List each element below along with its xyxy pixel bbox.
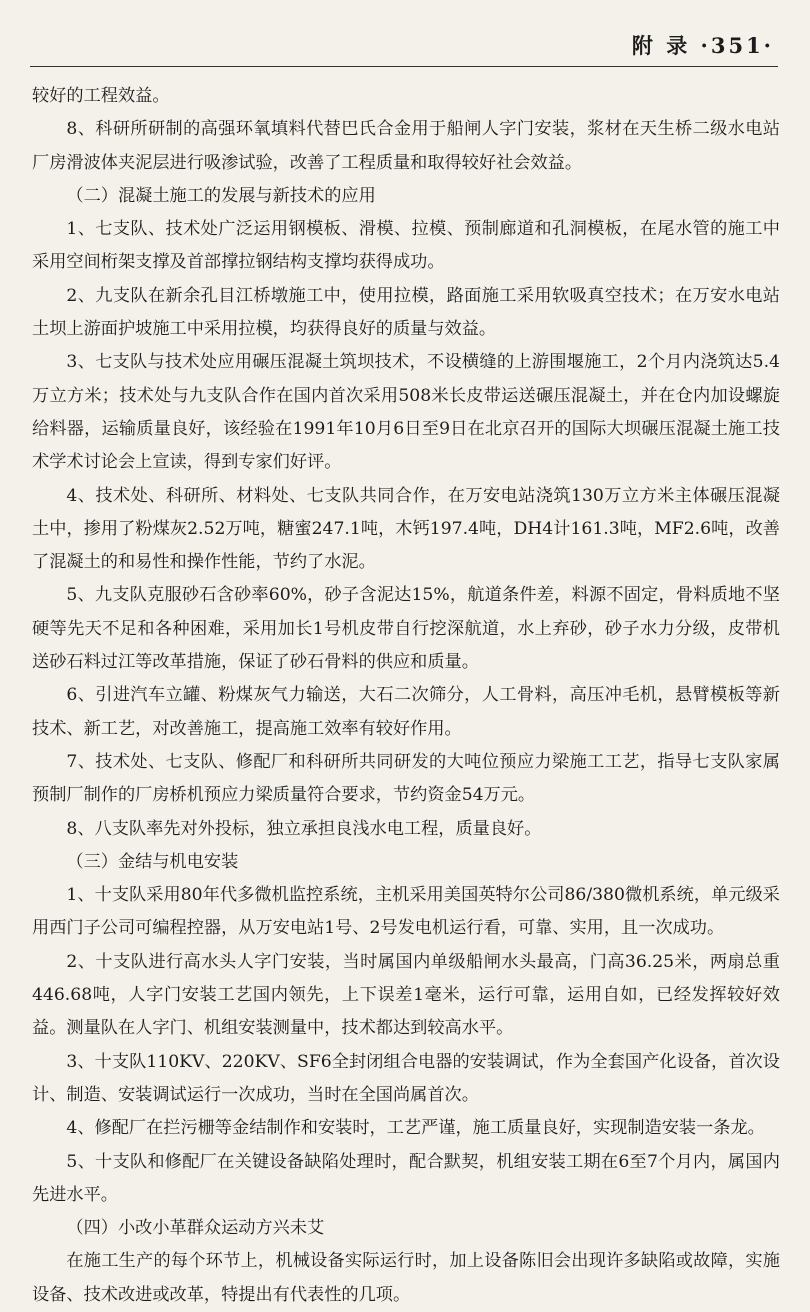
paragraph-item: 2、十支队进行高水头人字门安装，当时属国内单级船闸水头最高，门高36.25米，两扇总重446.68吨，人字门安装工艺国内领先，上下误差1毫米，运行可靠，运用自如，已经发挥较好效益。测量队在人字门、机组安装测量中，技术都达到较高水平。 bbox=[32, 951, 780, 1039]
page-header-label: 附 录 ·351· bbox=[631, 33, 774, 58]
section-heading: （三）金结与机电安装 bbox=[66, 851, 239, 872]
paragraph-item: 8、八支队率先对外投标，独立承担良浅水电工程，质量良好。 bbox=[66, 818, 542, 839]
paragraph-item: 5、九支队克服砂石含砂率60%，砂子含泥达15%，航道条件差，料源不固定，骨料质地不坚硬等先天不足和各种困难，采用加长1号机皮带自行挖深航道，水上弃砂，砂子水力分级，皮带机送砂石料过江等改革措施，保证了砂石骨料的供应和质量。 bbox=[32, 585, 780, 673]
paragraph-item: 7、技术处、七支队、修配厂和科研所共同研发的大吨位预应力梁施工工艺，指导七支队家属预制厂制作的厂房桥机预应力梁质量符合要求，节约资金54万元。 bbox=[32, 751, 780, 806]
paragraph-item: 1、七支队、技术处广泛运用钢模板、滑模、拉模、预制廊道和孔洞模板，在尾水管的施工中采用空间桁架支撑及首部撑拉钢结构支撑均获得成功。 bbox=[32, 219, 780, 273]
paragraph-item: 6、引进汽车立罐、粉煤灰气力输送，大石二次筛分，人工骨料，高压冲毛机，悬臂模板等新技术、新工艺，对改善施工，提高施工效率有较好作用。 bbox=[32, 685, 780, 739]
page-header bbox=[30, 26, 778, 67]
section-heading: （四）小改小革群众运动方兴未艾 bbox=[66, 1218, 325, 1239]
paragraph-item: 4、修配厂在拦污栅等金结制作和安装时，工艺严谨，施工质量良好，实现制造安装一条龙。 bbox=[66, 1118, 765, 1139]
paragraph-item: 5、十支队和修配厂在关键设备缺陷处理时，配合默契，机组安装工期在6至7个月内，属国内先进水平。 bbox=[32, 1151, 780, 1205]
paragraph-continuation: 较好的工程效益。 bbox=[32, 86, 170, 106]
section-heading: （二）混凝土施工的发展与新技术的应用 bbox=[66, 185, 376, 206]
paragraph-item: 1、十支队采用80年代多微机监控系统，主机采用美国英特尔公司86/380微机系统，单元级采用西门子公司可编程控器，从万安电站1号、2号发电机运行看，可靠、实用，且一次成功。 bbox=[32, 885, 780, 939]
paragraph-item: 8、科研所研制的高强环氧填料代替巴氏合金用于船闸人字门安装，浆材在天生桥二级水电站厂房滑波体夹泥层进行吸渗试验，改善了工程质量和取得较好社会效益。 bbox=[32, 119, 780, 173]
paragraph-item: 4、技术处、科研所、材料处、七支队共同合作，在万安电站浇筑130万立方米主体碾压混凝土中，掺用了粉煤灰2.52万吨，糖蜜247.1吨，木钙197.4吨，DH4计161.3吨，MF2.6吨，改善了混凝土的和易性和操作性能，节约了水泥。 bbox=[32, 485, 780, 573]
paragraph-item: 3、七支队与技术处应用碾压混凝土筑坝技术，不设横缝的上游围堰施工，2个月内浇筑达5.4万立方米；技术处与九支队合作在国内首次采用508米长皮带运送碾压混凝土，并在仓内加设螺旋给料器，运输质量良好，该经验在1991年10月6日至9日在北京召开的国际大坝碾压混凝土施工技术学术讨论会上宣读，得到专家们好评。 bbox=[32, 352, 780, 473]
paragraph-item: 3、十支队110KV、220KV、SF6全封闭组合电器的安装调试，作为全套国产化设备，首次设计、制造、安装调试运行一次成功，当时在全国尚属首次。 bbox=[32, 1051, 780, 1105]
paragraph-item: 在施工生产的每个环节上，机械设备实际运行时，加上设备陈旧会出现许多缺陷或故障，实施设备、技术改进或改革，特提出有代表性的几项。 bbox=[32, 1251, 780, 1305]
paragraph-item: 2、九支队在新余孔目江桥墩施工中，使用拉模，路面施工采用软吸真空技术；在万安水电站土坝上游面护坡施工中采用拉模，均获得良好的质量与效益。 bbox=[32, 285, 780, 340]
document-body bbox=[32, 80, 780, 1312]
